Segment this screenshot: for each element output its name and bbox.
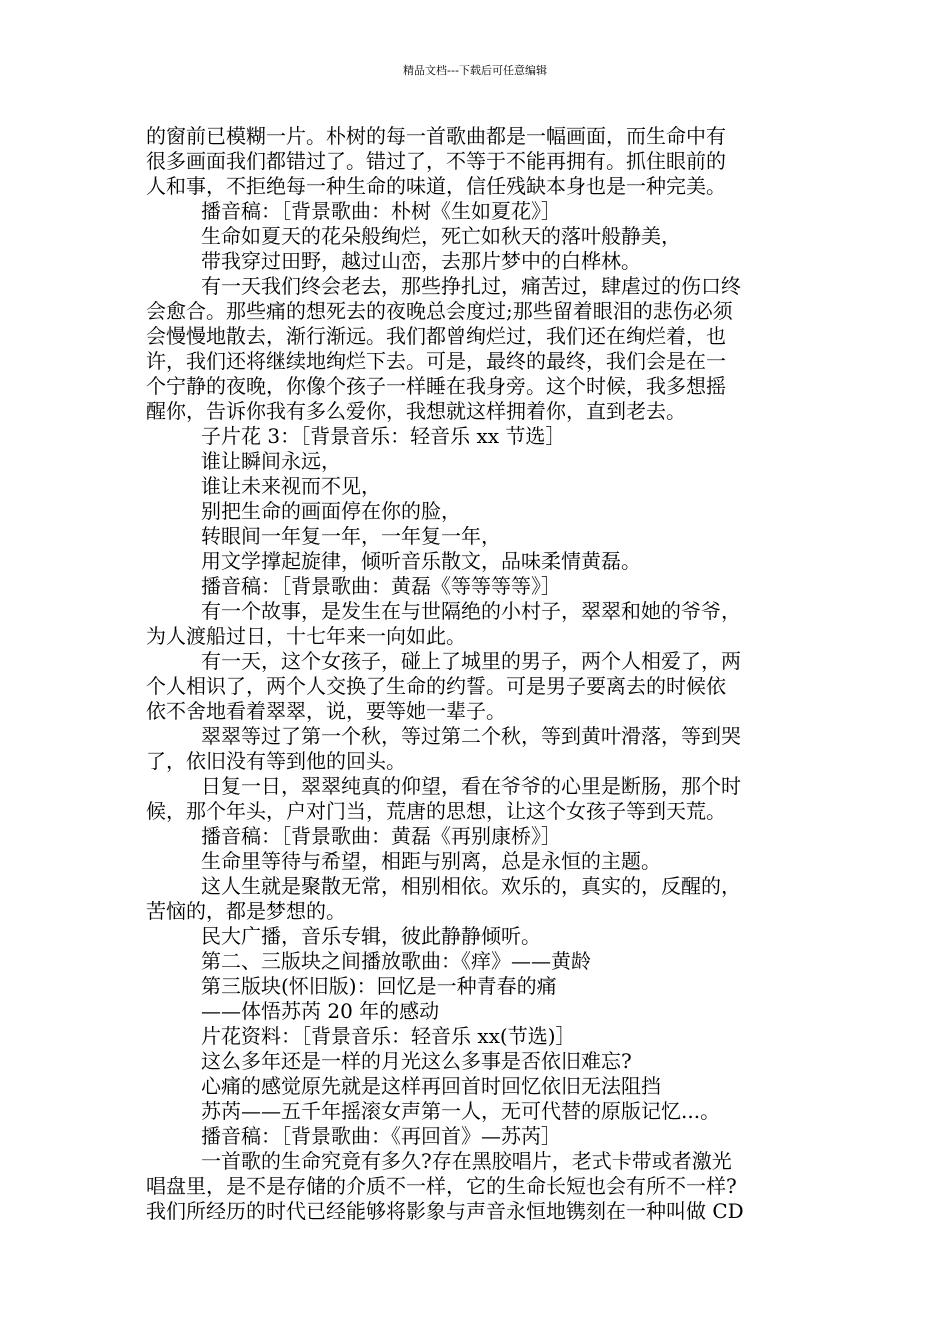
text-line: 有一个故事，是发生在与世隔绝的小村子，翠翠和她的爷爷， bbox=[201, 599, 741, 623]
text-line: 有一天，这个女孩子，碰上了城里的男子，两个人相爱了，两 bbox=[201, 649, 741, 673]
text-line: 用文学撑起旋律，倾听音乐散文，品味柔情黄磊。 bbox=[201, 549, 641, 573]
text-line: 带我穿过田野，越过山峦，去那片梦中的白桦林。 bbox=[201, 249, 641, 273]
text-line: 别把生命的画面停在你的脸， bbox=[201, 499, 461, 523]
text-line: 个宁静的夜晚，你像个孩子一样睡在我身旁。这个时候，我多想摇 bbox=[146, 374, 726, 398]
text-line: 很多画面我们都错过了。错过了，不等于不能再拥有。抓住眼前的 bbox=[146, 149, 726, 173]
text-line: 会慢慢地散去，渐行渐远。我们都曾绚烂过，我们还在绚烂着，也 bbox=[146, 324, 726, 348]
text-line: 生命如夏天的花朵般绚烂，死亡如秋天的落叶般静美， bbox=[201, 224, 681, 248]
text-line: 醒你，告诉你我有多么爱你，我想就这样拥着你，直到老去。 bbox=[146, 399, 686, 423]
text-line: ——体悟苏芮 20 年的感动 bbox=[201, 999, 440, 1023]
text-line: 一首歌的生命究竟有多久?存在黑胶唱片，老式卡带或者激光 bbox=[201, 1149, 732, 1173]
text-line: 个人相识了，两个人交换了生命的约誓。可是男子要离去的时候依 bbox=[146, 674, 726, 698]
text-line: 苏芮——五千年摇滚女声第一人，无可代替的原版记忆...。 bbox=[201, 1099, 721, 1123]
text-line: 第二、三版块之间播放歌曲：《痒》——黄龄 bbox=[201, 949, 591, 973]
text-line: 会愈合。那些痛的想死去的夜晚总会度过;那些留着眼泪的悲伤必须 bbox=[146, 299, 733, 323]
text-line: 播音稿：［背景歌曲：黄磊《再别康桥》］ bbox=[201, 824, 561, 848]
page-header: 精品文档---下载后可任意编辑 bbox=[403, 64, 547, 77]
text-line: 心痛的感觉原先就是这样再回首时回忆依旧无法阻挡 bbox=[201, 1074, 661, 1098]
text-line: 许，我们还将继续地绚烂下去。可是，最终的最终，我们会是在一 bbox=[146, 349, 726, 373]
text-line: 为人渡船过日，十七年来一向如此。 bbox=[146, 624, 466, 648]
text-line: 人和事，不拒绝每一种生命的味道，信任残缺本身也是一种完美。 bbox=[146, 174, 726, 198]
document-body bbox=[146, 124, 816, 1224]
text-line: 翠翠等过了第一个秋，等过第二个秋，等到黄叶滑落，等到哭 bbox=[201, 724, 741, 748]
text-line: 有一天我们终会老去，那些挣扎过，痛苦过，肆虐过的伤口终 bbox=[201, 274, 741, 298]
text-line: 生命里等待与希望，相距与别离，总是永恒的主题。 bbox=[201, 849, 661, 873]
text-line: 依不舍地看着翠翠，说，要等她一辈子。 bbox=[146, 699, 506, 723]
text-line: 日复一日，翠翠纯真的仰望，看在爷爷的心里是断肠，那个时 bbox=[201, 774, 741, 798]
text-line: 这么多年还是一样的月光这么多事是否依旧难忘? bbox=[201, 1049, 632, 1073]
text-line: 谁让未来视而不见， bbox=[201, 474, 381, 498]
text-line: 转眼间一年复一年，一年复一年， bbox=[201, 524, 501, 548]
text-line: 的窗前已模糊一片。朴树的每一首歌曲都是一幅画面，而生命中有 bbox=[146, 124, 726, 148]
text-line: 民大广播，音乐专辑，彼此静静倾听。 bbox=[201, 924, 541, 948]
text-line: 谁让瞬间永远， bbox=[201, 449, 341, 473]
text-line: 我们所经历的时代已经能够将影象与声音永恒地镌刻在一种叫做 CD bbox=[146, 1199, 744, 1223]
text-line: 苦恼的，都是梦想的。 bbox=[146, 899, 346, 923]
text-line: 片花资料：［背景音乐：轻音乐 xx(节选)］ bbox=[201, 1024, 576, 1048]
text-line: 播音稿：［背景歌曲：《再回首》—苏芮］ bbox=[201, 1124, 561, 1148]
text-line: 候，那个年头，户对门当，荒唐的思想，让这个女孩子等到天荒。 bbox=[146, 799, 726, 823]
text-line: 了，依旧没有等到他的回头。 bbox=[146, 749, 406, 773]
text-line: 唱盘里，是不是存储的介质不一样，它的生命长短也会有所不一样? bbox=[146, 1174, 737, 1198]
text-line: 这人生就是聚散无常，相别相依。欢乐的，真实的，反醒的， bbox=[201, 874, 741, 898]
text-line: 第三版块(怀旧版)：回忆是一种青春的痛 bbox=[201, 974, 557, 998]
text-line: 子片花 3：［背景音乐：轻音乐 xx 节选］ bbox=[201, 424, 566, 448]
text-line: 播音稿：［背景歌曲：朴树《生如夏花》］ bbox=[201, 199, 561, 223]
text-line: 播音稿：［背景歌曲：黄磊《等等等等》］ bbox=[201, 574, 561, 598]
